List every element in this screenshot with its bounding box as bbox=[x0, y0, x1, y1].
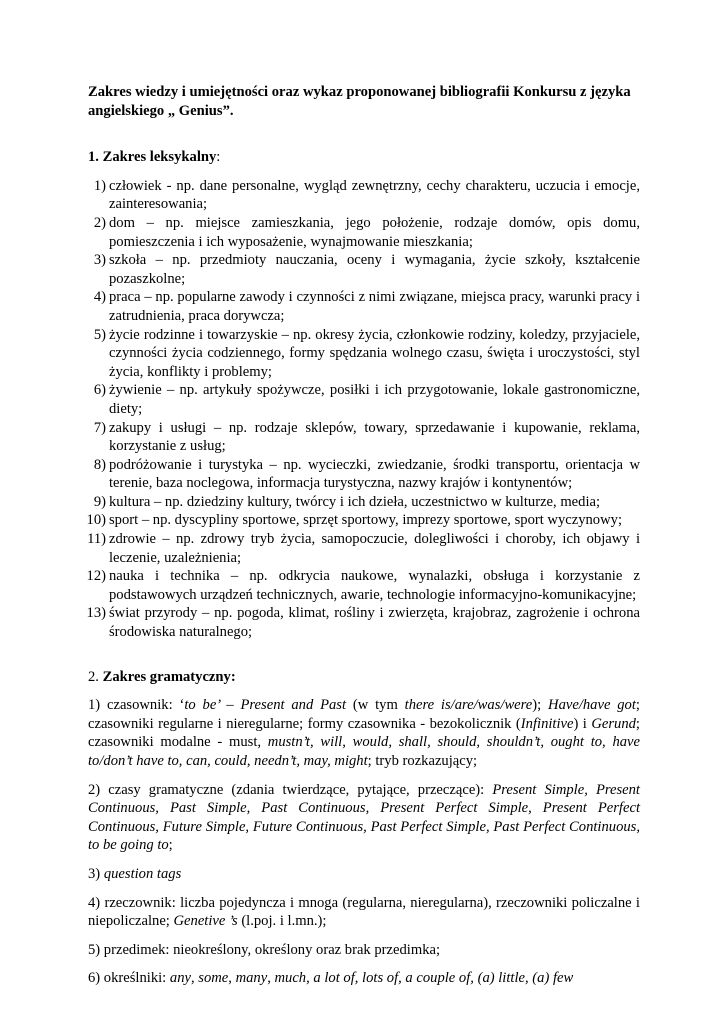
lexical-list bbox=[88, 177, 640, 642]
grammar-item-tenses: 2) czasy gramatyczne (zdania twierdzące, pytające, przeczące): Present Simple, Present Continuous, Past Simple, Past Continuous, Present Perfect Simple, Present Perfect Continuous, Future Simple, Future Continuous, Past Perfect Simple, Past Perfect Continuous, to be going to; bbox=[88, 781, 640, 854]
section-1-colon: : bbox=[216, 149, 221, 166]
item-number: 11) bbox=[87, 531, 106, 548]
list-item bbox=[88, 381, 640, 418]
section-2-number: 2. bbox=[88, 668, 99, 685]
list-item bbox=[88, 530, 640, 567]
item-text: nauka i technika – np. odkrycia naukowe, wynalazki, obsługa i korzystanie z podstawowych urządzeń technicznych, awarie, technologie informacyjno-komunikacyjne; bbox=[109, 568, 640, 603]
list-item bbox=[88, 288, 640, 325]
item-text: podróżowanie i turystyka – np. wycieczki, zwiedzanie, środki transportu, orientacja w terenie, baza noclegowa, informacja turystyczna, nazwy krajów i kontynentów; bbox=[109, 456, 640, 492]
item-text: praca – np. popularne zawody i czynności z nimi związane, miejsca pracy, warunki pracy i zatrudnienia, praca dorywcza; bbox=[109, 289, 640, 324]
item-number: 7) bbox=[93, 419, 106, 436]
list-item bbox=[88, 251, 640, 288]
list-item bbox=[88, 493, 640, 512]
grammar-item-verb: 1) czasownik: ‘to be’ – Present and Past (w tym there is/are/was/were); Have/have got; czasowniki regularne i nieregularne; formy czasownika - bezokolicznik (Infinitive) i Gerund; czasowniki modalne - must, mustn’t, will, would, shall, should, shouldn’t, ought to, have to/don’t have to, can, could, needn’t, may, might; tryb rozkazujący; bbox=[88, 697, 640, 769]
item-text: człowiek - np. dane personalne, wygląd zewnętrzny, cechy charakteru, uczucia i emocje, zainteresowania; bbox=[109, 177, 640, 213]
section-1-heading bbox=[88, 148, 640, 167]
list-item bbox=[88, 326, 640, 382]
item-number: 8) bbox=[93, 456, 106, 473]
grammar-item-noun: 4) rzeczownik: liczba pojedyncza i mnoga (regularna, nieregularna), rzeczowniki policzalne i niepoliczalne; Genetive ’s (l.poj. i l.mn.); bbox=[88, 894, 640, 930]
item-text: dom – np. miejsce zamieszkania, jego położenie, rodzaje domów, opis domu, pomieszczenia i ich wyposażenie, wynajmowanie mieszkania; bbox=[109, 214, 640, 250]
item-text: zdrowie – np. zdrowy tryb życia, samopoczucie, dolegliwości i choroby, ich objawy i leczenie, uzależnienia; bbox=[109, 531, 640, 566]
section-2-heading bbox=[88, 668, 640, 687]
list-item bbox=[88, 456, 640, 493]
item-text: żywienie – np. artykuły spożywcze, posiłki i ich przygotowanie, lokale gastronomiczne, diety; bbox=[109, 382, 640, 417]
list-item bbox=[88, 511, 640, 530]
item-number: 5) bbox=[93, 326, 106, 343]
document-title: Zakres wiedzy i umiejętności oraz wykaz proponowanej bibliografii Konkursu z języka angielskiego „ Genius”. bbox=[88, 84, 631, 119]
list-item bbox=[88, 604, 640, 641]
item-text: szkoła – np. przedmioty nauczania, oceny i wymagania, życie szkoły, kształcenie pozaszkolne; bbox=[109, 252, 640, 287]
grammar-item-article: 5) przedimek: nieokreślony, określony oraz brak przedimka; bbox=[88, 941, 441, 958]
item-number: 12) bbox=[86, 568, 106, 585]
item-text: życie rodzinne i towarzyskie – np. okresy życia, członkowie rodziny, koledzy, przyjaciele, czynności życia codziennego, formy spędzania wolnego czasu, święta i uroczystości, styl życia, konflikty i problemy; bbox=[109, 326, 640, 380]
item-number: 2) bbox=[93, 214, 106, 231]
grammar-item-question-tags: 3) question tags bbox=[88, 865, 182, 882]
item-text: kultura – np. dziedziny kultury, twórcy i ich dzieła, uczestnictwo w kulturze, media; bbox=[109, 493, 601, 510]
list-item bbox=[88, 177, 640, 214]
item-number: 1) bbox=[93, 177, 106, 194]
grammar-item-determiners: 6) określniki: any, some, many, much, a lot of, lots of, a couple of, (a) little, (a) few bbox=[88, 970, 574, 987]
section-1-number: 1. bbox=[88, 149, 99, 166]
item-number: 10) bbox=[86, 512, 106, 529]
item-number: 3) bbox=[93, 252, 106, 269]
section-1-label: Zakres leksykalny bbox=[102, 149, 217, 166]
list-item bbox=[88, 214, 640, 251]
list-item bbox=[88, 419, 640, 456]
item-text: sport – np. dyscypliny sportowe, sprzęt sportowy, imprezy sportowe, sport wyczynowy; bbox=[109, 512, 622, 529]
item-number: 4) bbox=[93, 289, 106, 306]
item-number: 9) bbox=[93, 493, 106, 510]
item-number: 6) bbox=[93, 382, 106, 399]
section-2-label: Zakres gramatyczny: bbox=[102, 668, 236, 685]
list-item bbox=[88, 567, 640, 604]
document-content bbox=[88, 83, 640, 988]
item-text: zakupy i usługi – np. rodzaje sklepów, towary, sprzedawanie i kupowanie, reklama, korzystanie z usług; bbox=[109, 419, 640, 455]
item-text: świat przyrody – np. pogoda, klimat, rośliny i zwierzęta, krajobraz, zagrożenie i ochrona środowiska naturalnego; bbox=[109, 605, 640, 641]
item-number: 13) bbox=[86, 605, 106, 622]
grammar-section bbox=[88, 696, 640, 988]
